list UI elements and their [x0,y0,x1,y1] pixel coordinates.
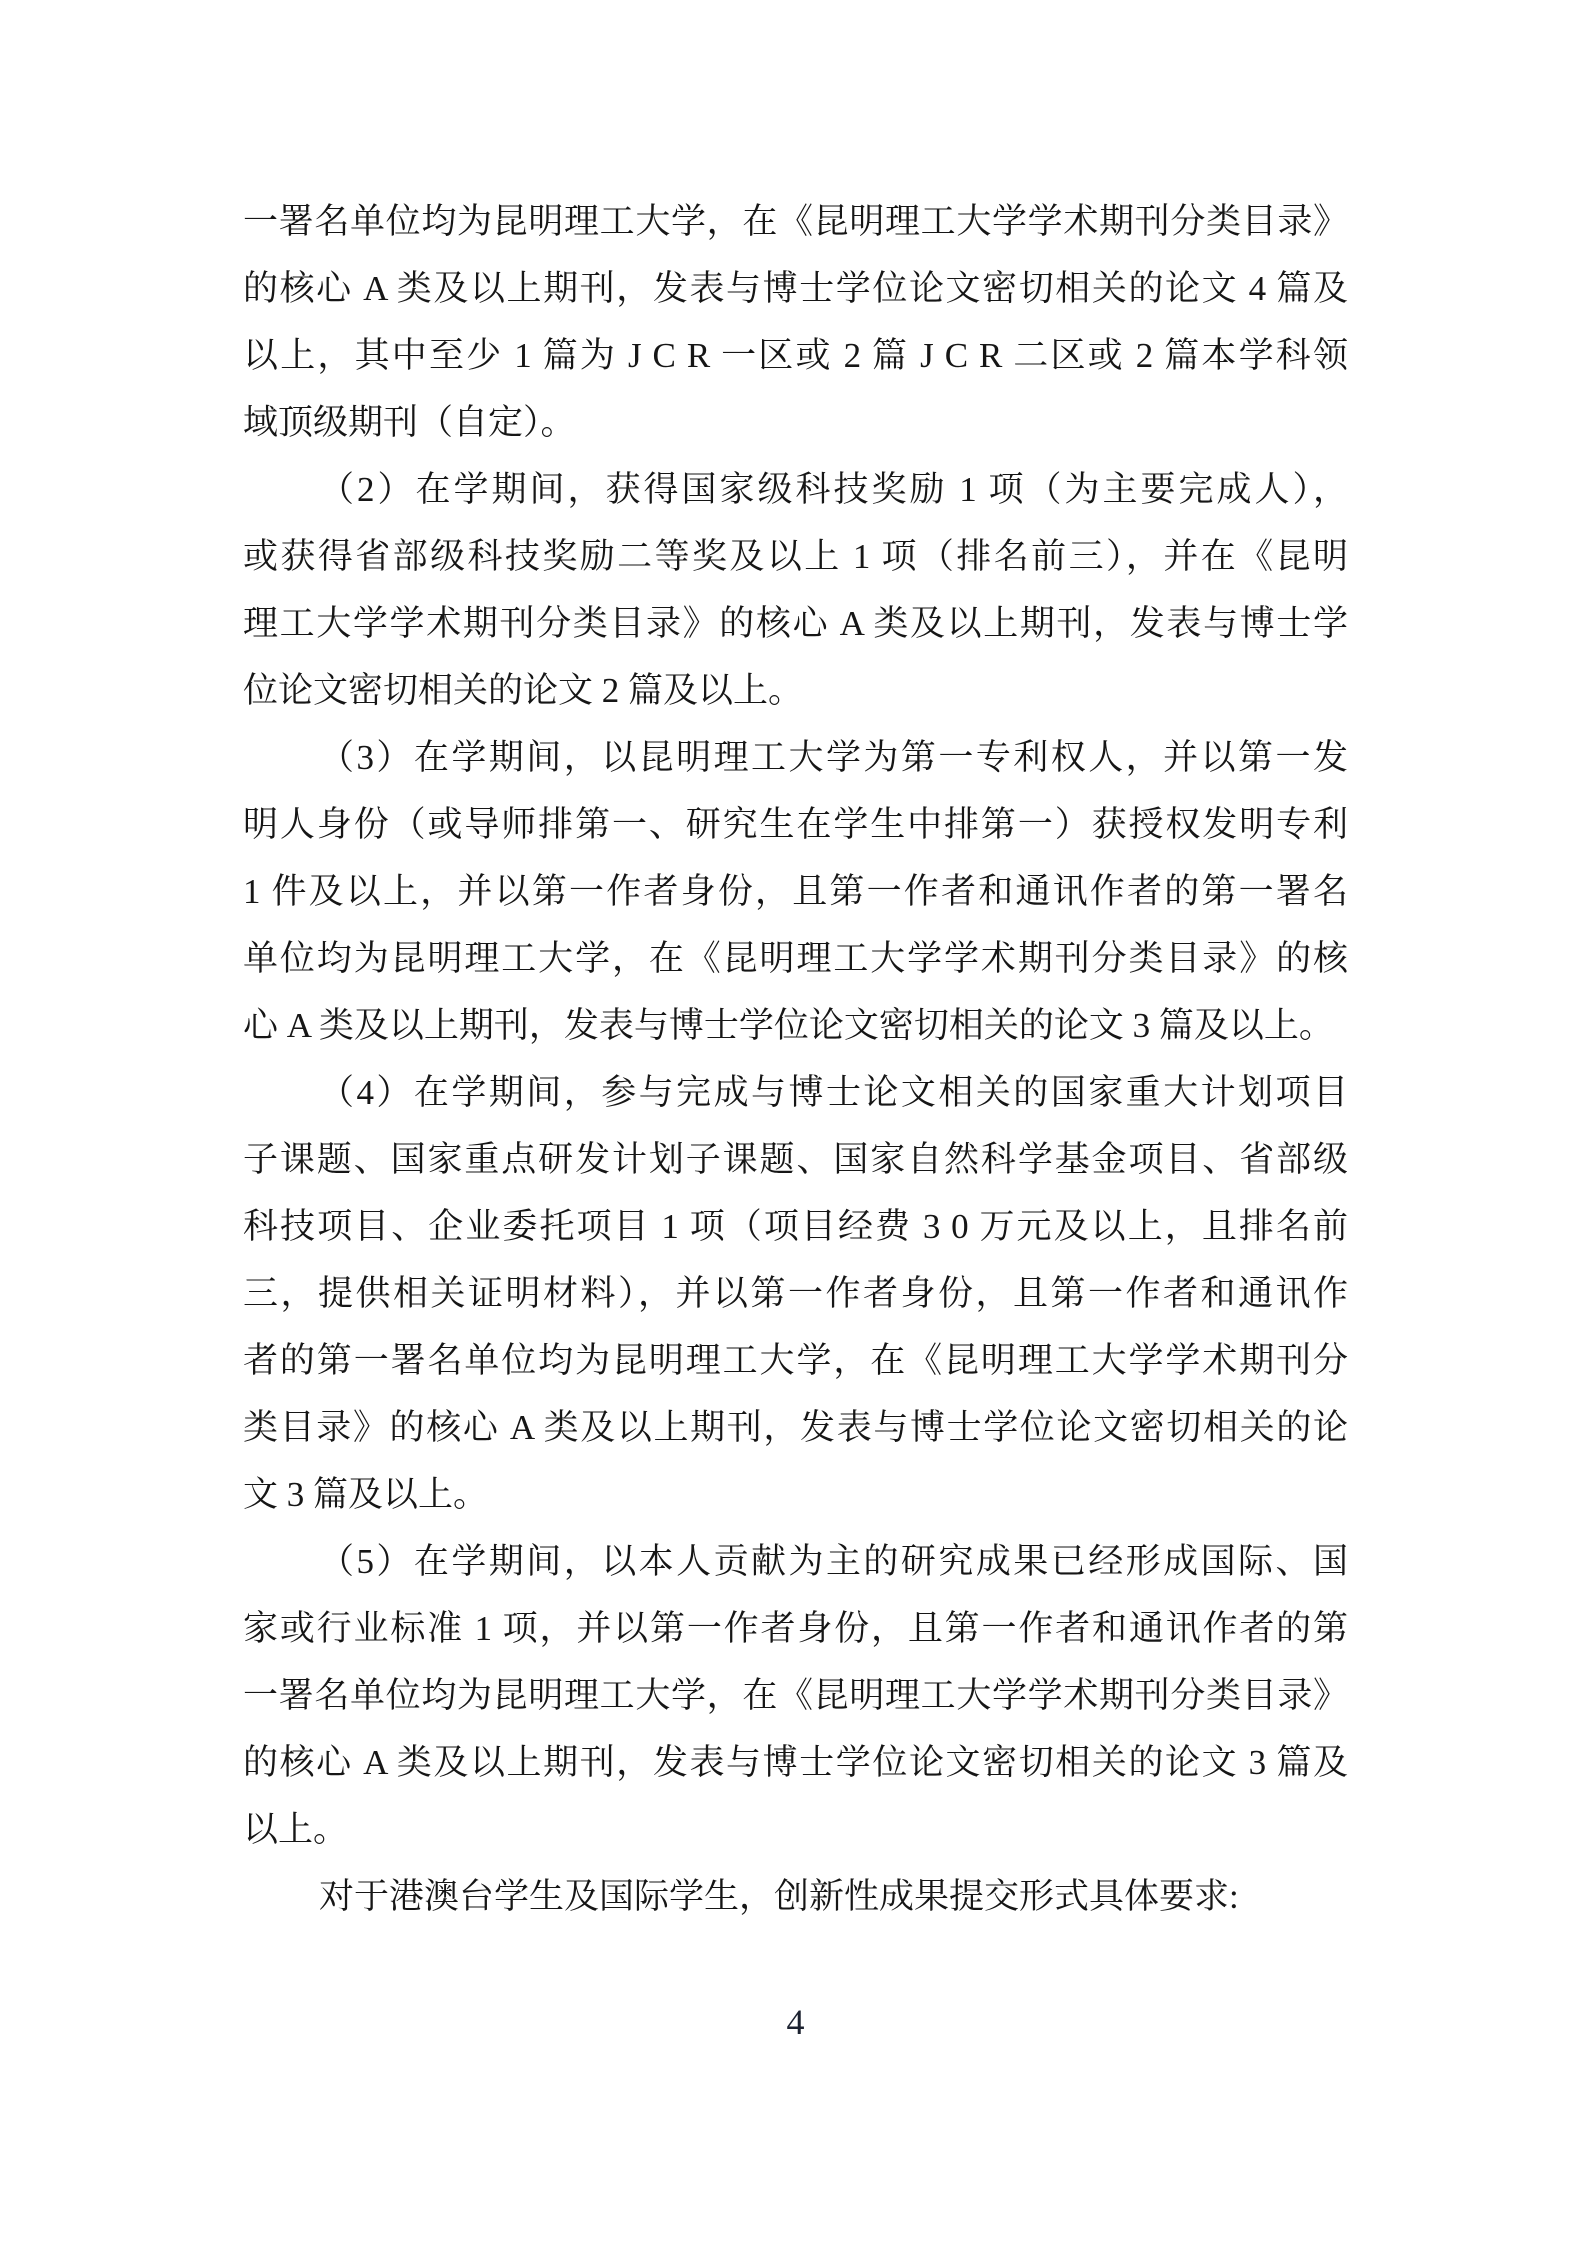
paragraph-item-5 [243,1528,1348,1863]
text-line: 家或行业标准 1 项，并以第一作者身份，且第一作者和通讯作者的第 [243,1609,1348,1648]
text-line: 心 A 类及以上期刊，发表与博士学位论文密切相关的论文 3 篇及以上。 [243,1006,1334,1045]
text-line: 1 件及以上，并以第一作者身份，且第一作者和通讯作者的第一署名 [243,872,1348,911]
text-line: 明人身份（或导师排第一、研究生在学生中排第一）获授权发明专利 [243,805,1348,844]
paragraph-item-2 [243,456,1348,724]
text-line: 类目录》的核心 A 类及以上期刊，发表与博士学位论文密切相关的论 [243,1408,1348,1447]
text-line: 科技项目、企业委托项目 1 项（项目经费 3 0 万元及以上，且排名前 [243,1207,1348,1246]
text-line: （4）在学期间，参与完成与博士论文相关的国家重大计划项目 [319,1073,1348,1112]
paragraph-closing [243,1863,1348,1930]
paragraph-item-3 [243,724,1348,1059]
text-line: 对于港澳台学生及国际学生，创新性成果提交形式具体要求: [319,1877,1239,1916]
text-line: 位论文密切相关的论文 2 篇及以上。 [243,671,804,710]
text-line: 的核心 A 类及以上期刊，发表与博士学位论文密切相关的论文 4 篇及 [243,269,1348,308]
text-line: 以上。 [243,1810,349,1849]
text-line: 域顶级期刊（自定）。 [243,403,576,442]
paragraph-item-4 [243,1059,1348,1528]
text-line: 者的第一署名单位均为昆明理工大学，在《昆明理工大学学术期刊分 [243,1341,1348,1380]
text-line: 三，提供相关证明材料），并以第一作者身份，且第一作者和通讯作 [243,1274,1348,1313]
text-line: 单位均为昆明理工大学，在《昆明理工大学学术期刊分类目录》的核 [243,939,1348,978]
text-line: （5）在学期间，以本人贡献为主的研究成果已经形成国际、国 [319,1542,1348,1581]
text-line: 文 3 篇及以上。 [243,1475,489,1514]
text-line: 或获得省部级科技奖励二等奖及以上 1 项（排名前三），并在《昆明 [243,537,1348,576]
text-line: 的核心 A 类及以上期刊，发表与博士学位论文密切相关的论文 3 篇及 [243,1743,1348,1782]
text-line: （3）在学期间，以昆明理工大学为第一专利权人，并以第一发 [319,738,1348,777]
paragraph-continuation [243,188,1348,456]
text-line: 子课题、国家重点研发计划子课题、国家自然科学基金项目、省部级 [243,1140,1348,1179]
text-line: 以上，其中至少 1 篇为 J C R 一区或 2 篇 J C R 二区或 2 篇本学科领 [243,336,1348,375]
text-line: 一署名单位均为昆明理工大学，在《昆明理工大学学术期刊分类目录》 [243,202,1348,241]
text-line: 理工大学学术期刊分类目录》的核心 A 类及以上期刊，发表与博士学 [243,604,1348,643]
text-line: 一署名单位均为昆明理工大学，在《昆明理工大学学术期刊分类目录》 [243,1676,1348,1715]
page-number: 4 [786,2002,805,2042]
text-block [243,188,1348,1930]
text-line: （2）在学期间，获得国家级科技奖励 1 项（为主要完成人）， [319,470,1348,509]
